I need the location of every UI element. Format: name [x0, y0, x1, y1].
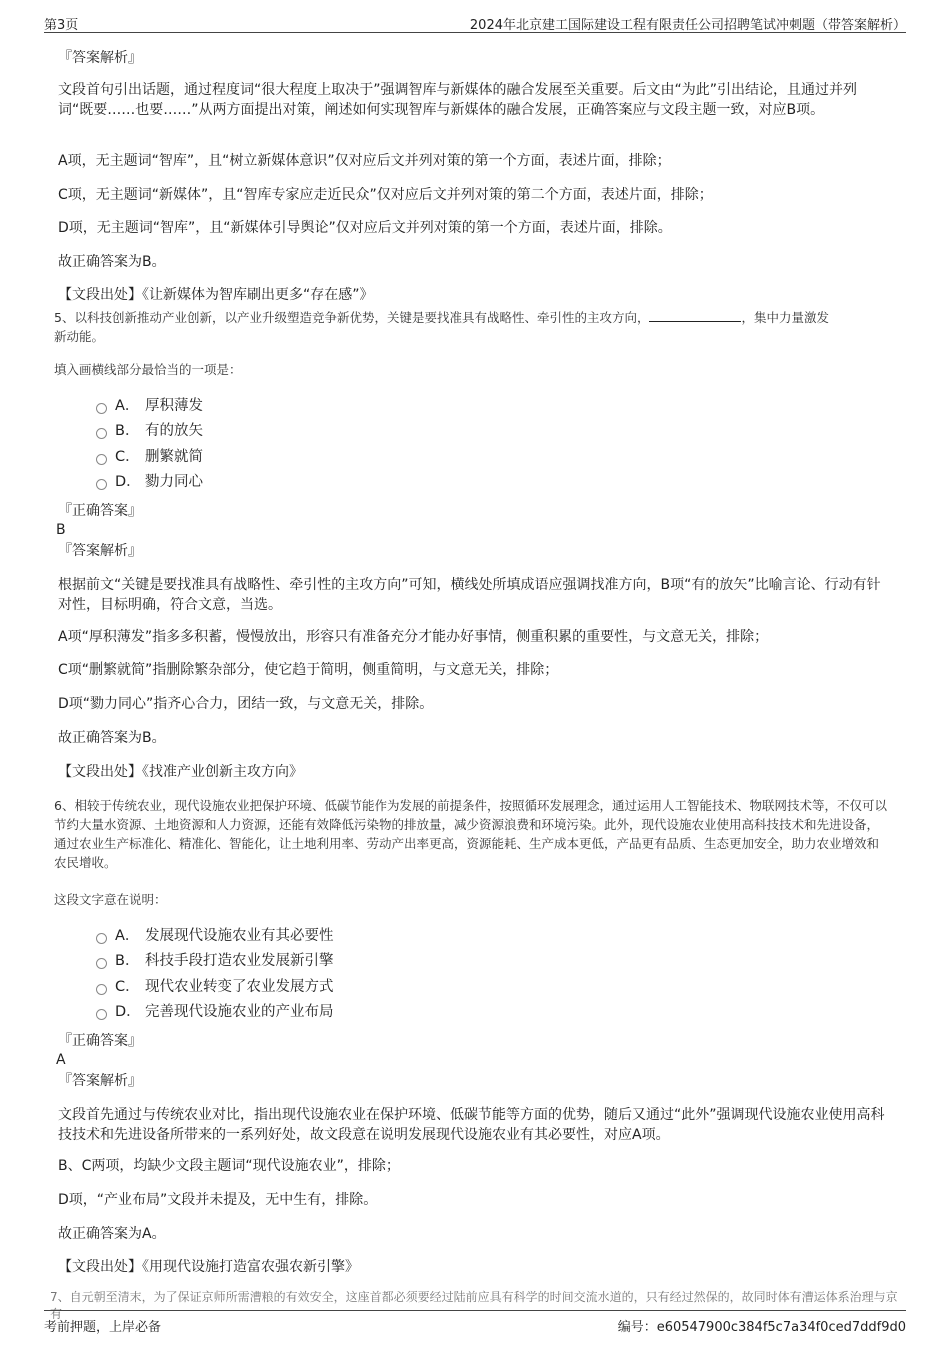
- q5-stem-part-2: ，集中力量激发: [741, 310, 829, 325]
- q6-answer: A: [56, 1052, 66, 1068]
- q7-cutoff-text: 7、自元朝至清末，为了保证京师所需漕粮的有效安全，这座首都必须要经过陆前应具有科学的时间交流水道的，只有经过然保的，故同时体有漕运体系治理与京有: [50, 1290, 898, 1321]
- q6-option-b[interactable]: B． 科技手段打造农业发展新引擎: [96, 951, 334, 971]
- q5-answer-label: 『正确答案』: [58, 503, 142, 519]
- page-footer: [44, 1310, 906, 1339]
- radio-icon[interactable]: [96, 403, 107, 414]
- radio-icon[interactable]: [96, 428, 107, 439]
- q4-conclusion: 故正确答案为B。: [58, 254, 166, 270]
- radio-icon[interactable]: [96, 933, 107, 944]
- page-number: 第3页: [44, 18, 79, 33]
- radio-icon[interactable]: [96, 984, 107, 995]
- q6-option-c[interactable]: C． 现代农业转变了农业发展方式: [96, 977, 334, 997]
- q5-option-b[interactable]: B． 有的放矢: [96, 421, 203, 441]
- q6-source: 【文段出处】《用现代设施打造富农强农新引擎》: [58, 1259, 359, 1275]
- q5-prompt: 填入画横线部分最恰当的一项是：: [54, 362, 242, 377]
- q6-analysis-label: 『答案解析』: [58, 1073, 142, 1089]
- q6-answer-label: 『正确答案』: [58, 1033, 142, 1049]
- q6-prompt: 这段文字意在说明：: [54, 892, 167, 907]
- radio-icon[interactable]: [96, 958, 107, 969]
- q6-conclusion: 故正确答案为A。: [58, 1226, 166, 1242]
- q4-analysis-label: 『答案解析』: [58, 50, 142, 66]
- q6-option-bc-analysis: B、C两项，均缺少文段主题词“现代设施农业”，排除；: [58, 1158, 400, 1174]
- q6-stem: 6、相较于传统农业，现代设施农业把保护环境、低碳节能作为发展的前提条件，按照循环发展理念，通过运用人工智能技术、物联网技术等，不仅可以节约大量水资源、土地资源和人力资源，还能有效降低污染物的排放量，减少资源浪费和环境污染。此外，现代设施农业使用高科技技术和先进设备，通过农业生产标准化、精准化、智能化，让土地利用率、劳动产出率更高，资源能耗、生产成本更低，产品更有品质、生态更加安全，助力农业增效和农民增收。: [54, 798, 887, 870]
- q6-option-a[interactable]: A． 发展现代设施农业有其必要性: [96, 926, 334, 946]
- q5-analysis-label: 『答案解析』: [58, 543, 142, 559]
- q6-option-d-analysis: D项，“产业布局”文段并未提及，无中生有，排除。: [58, 1192, 378, 1208]
- q4-source: 【文段出处】《让新媒体为智库刷出更多“存在感”》: [58, 287, 374, 303]
- document-title: 2024年北京建工国际建设工程有限责任公司招聘笔试冲刺题（带答案解析）: [469, 18, 906, 33]
- q5-option-d-analysis: D项“勠力同心”指齐心合力，团结一致，与文意无关，排除。: [58, 696, 434, 712]
- q5-option-c[interactable]: C． 删繁就简: [96, 447, 203, 467]
- footer-slogan: 考前押题，上岸必备: [44, 1320, 162, 1335]
- q5-option-c-analysis: C项“删繁就简”指删除繁杂部分，使它趋于简明，侧重简明，与文意无关，排除；: [58, 662, 559, 678]
- radio-icon[interactable]: [96, 454, 107, 465]
- q5-analysis: 根据前文“关键是要找准具有战略性、牵引性的主攻方向”可知，横线处所填成语应强调找准方向，B项“有的放矢”比喻言论、行动有针对性，目标明确，符合文意，当选。: [58, 577, 881, 613]
- page-header: [44, 12, 906, 33]
- q6-option-d[interactable]: D． 完善现代设施农业的产业布局: [96, 1002, 334, 1022]
- q5-blank: [649, 309, 741, 322]
- q4-analysis: 文段首句引出话题，通过程度词“很大程度上取决于”强调智库与新媒体的融合发展至关重要。后文由“为此”引出结论，且通过并列词“既要……也要……”从两方面提出对策，阐述如何实现智库与新媒体的融合发展，正确答案应与文段主题一致，对应B项。: [58, 82, 858, 118]
- q5-answer: B: [56, 522, 66, 538]
- q4-option-d-analysis: D项，无主题词“智库”，且“新媒体引导舆论”仅对应后文并列对策的第一个方面，表述片面，排除。: [58, 220, 672, 236]
- q7-cutoff-line: [50, 1290, 900, 1321]
- q4-option-c-analysis: C项，无主题词“新媒体”，且“智库专家应走近民众”仅对应后文并列对策的第二个方面，表述片面，排除；: [58, 187, 713, 203]
- q5-stem-part-1: 5、以科技创新推动产业创新，以产业升级塑造竞争新优势，关键是要找准具有战略性、牵引性的主攻方向，: [54, 310, 650, 325]
- q5-conclusion: 故正确答案为B。: [58, 730, 166, 746]
- q5-option-d[interactable]: D． 勠力同心: [96, 472, 203, 492]
- q5-option-a-analysis: A项“厚积薄发”指多多积蓄，慢慢放出，形容只有准备充分才能办好事情，侧重积累的重要性，与文意无关，排除；: [58, 629, 769, 645]
- q5-stem-part-3: 新动能。: [54, 329, 105, 344]
- radio-icon[interactable]: [96, 479, 107, 490]
- radio-icon[interactable]: [96, 1009, 107, 1020]
- q5-source: 【文段出处】《找准产业创新主攻方向》: [58, 764, 303, 780]
- q6-analysis: 文段首先通过与传统农业对比，指出现代设施农业在保护环境、低碳节能等方面的优势，随后又通过“此外”强调现代设施农业使用高科技技术和先进设备所带来的一系列好处，故文段意在说明发展现代设施农业有其必要性，对应A项。: [58, 1107, 885, 1143]
- q5-stem: [54, 308, 890, 346]
- document-code: 编号：e60547900c384f5c7a34f0ced7ddf9d0: [617, 1320, 906, 1335]
- q4-option-a-analysis: A项，无主题词“智库”，且“树立新媒体意识”仅对应后文并列对策的第一个方面，表述片面，排除；: [58, 153, 671, 169]
- q5-option-a[interactable]: A． 厚积薄发: [96, 396, 203, 416]
